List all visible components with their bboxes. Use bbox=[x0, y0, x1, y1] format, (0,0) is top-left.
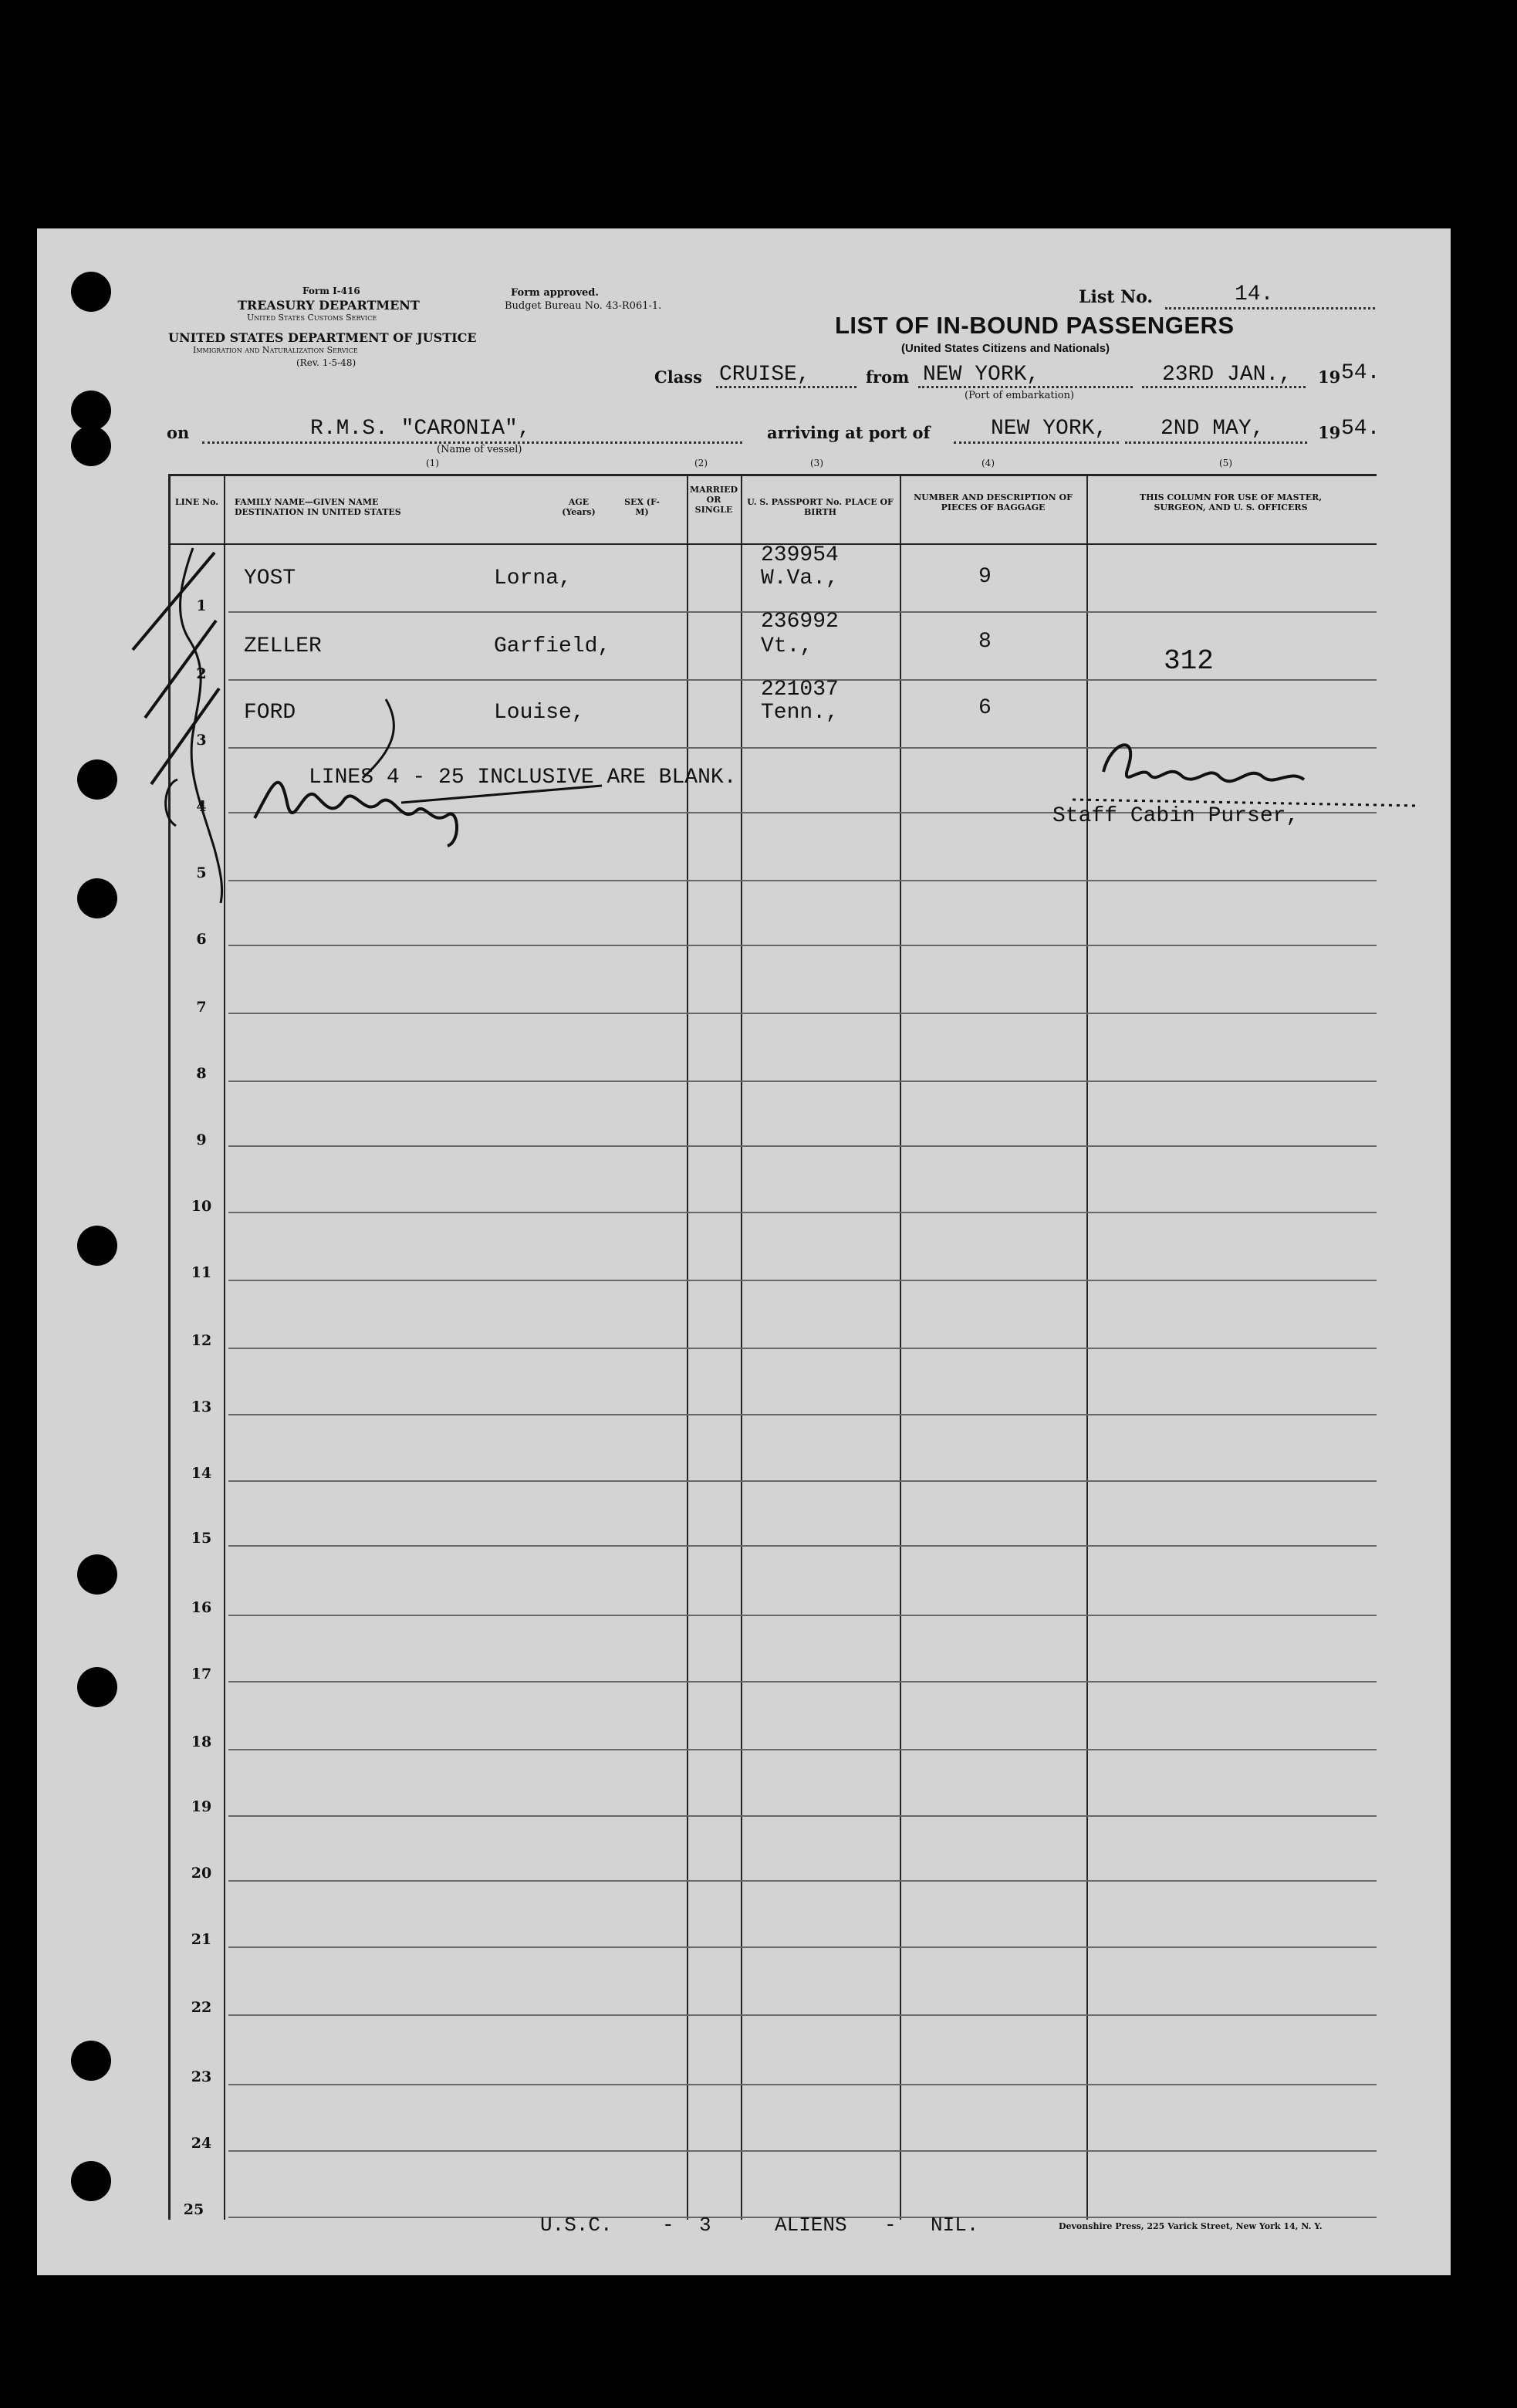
list-no-dots bbox=[1165, 307, 1375, 309]
passenger-passport: 221037 bbox=[761, 678, 839, 702]
col-num-3: (3) bbox=[810, 458, 823, 468]
passenger-baggage: 9 bbox=[978, 565, 992, 589]
passenger-family-name: ZELLER bbox=[244, 634, 322, 658]
passenger-baggage: 6 bbox=[978, 696, 992, 720]
col-divider-officers bbox=[1086, 474, 1088, 2220]
justice-department: UNITED STATES DEPARTMENT OF JUSTICE bbox=[168, 330, 477, 345]
purser-title: Staff Cabin Purser, bbox=[1052, 804, 1299, 828]
row-line bbox=[228, 1414, 1377, 1415]
passenger-given-name: Lorna, bbox=[494, 566, 572, 590]
from-value: NEW YORK, bbox=[923, 363, 1040, 387]
line-number: 7 bbox=[196, 999, 207, 1016]
row-line bbox=[228, 1212, 1377, 1213]
year-arrive: 54. bbox=[1341, 417, 1380, 441]
row-line bbox=[228, 1348, 1377, 1349]
row-line bbox=[228, 1880, 1377, 1882]
row-line bbox=[228, 2150, 1377, 2152]
on-label: on bbox=[167, 423, 190, 442]
row-line bbox=[228, 945, 1377, 946]
arrival-port-dots bbox=[954, 441, 1119, 444]
binder-hole bbox=[77, 759, 117, 800]
list-no-label: List No. bbox=[1079, 287, 1154, 307]
row-line bbox=[228, 1280, 1377, 1281]
line-number: 18 bbox=[191, 1733, 212, 1750]
year-from: 54. bbox=[1341, 361, 1380, 385]
passenger-family-name: FORD bbox=[244, 701, 296, 725]
binder-hole bbox=[77, 1226, 117, 1266]
passenger-family-name: YOST bbox=[244, 566, 296, 590]
form-approved: Form approved. bbox=[511, 287, 599, 299]
row-line bbox=[228, 1749, 1377, 1750]
line-number: 19 bbox=[191, 1798, 212, 1815]
passenger-given-name: Louise, bbox=[494, 701, 585, 725]
from-label: from bbox=[866, 367, 910, 387]
header-married: MARRIED OR SINGLE bbox=[689, 485, 738, 515]
footer-aliens-label: ALIENS bbox=[775, 2214, 847, 2237]
line-number: 21 bbox=[191, 1931, 212, 1948]
blank-lines-note: LINES 4 - 25 INCLUSIVE ARE BLANK. bbox=[309, 766, 737, 790]
line-number: 12 bbox=[191, 1332, 212, 1349]
year-prefix-arrive: 19 bbox=[1318, 423, 1341, 442]
row-line bbox=[228, 2084, 1377, 2085]
arrival-date: 2ND MAY, bbox=[1161, 417, 1265, 441]
form-number: Form I-416 bbox=[302, 286, 360, 296]
line-number: 2 bbox=[196, 665, 207, 682]
line-number: 6 bbox=[196, 931, 207, 948]
line-number: 15 bbox=[191, 1530, 212, 1547]
row-line bbox=[228, 1681, 1377, 1683]
line-number: 23 bbox=[191, 2068, 212, 2085]
ins-service: Immigration and Naturalization Service bbox=[193, 345, 358, 355]
passenger-birthplace: Tenn., bbox=[761, 701, 839, 725]
arrival-port: NEW YORK, bbox=[991, 417, 1108, 441]
row-line bbox=[228, 1013, 1377, 1014]
footer-usc-value: 3 bbox=[699, 2214, 711, 2237]
binder-hole bbox=[71, 2041, 111, 2081]
binder-hole bbox=[71, 272, 111, 312]
line-number: 1 bbox=[196, 597, 207, 614]
footer-usc-label: U.S.C. bbox=[540, 2214, 613, 2237]
passenger-given-name: Garfield, bbox=[494, 634, 611, 658]
footer-dash: - bbox=[884, 2214, 897, 2237]
binder-hole bbox=[71, 391, 111, 431]
footer-dash: - bbox=[662, 2214, 674, 2237]
header-line-no: LINE No. bbox=[174, 497, 219, 507]
col-num-4: (4) bbox=[981, 458, 995, 468]
port-embarkation-label: (Port of embarkation) bbox=[965, 390, 1075, 401]
col-num-5: (5) bbox=[1219, 458, 1232, 468]
arrival-date-dots bbox=[1125, 441, 1307, 444]
printer-imprint: Devonshire Press, 225 Varick Street, New York 14, N. Y. bbox=[1059, 2221, 1323, 2231]
line-number: 4 bbox=[196, 798, 207, 815]
row-line bbox=[228, 1081, 1377, 1082]
passenger-passport: 239954 bbox=[761, 543, 839, 567]
treasury-department: TREASURY DEPARTMENT bbox=[238, 298, 420, 313]
header-passport: U. S. PASSPORT No. PLACE OF BIRTH bbox=[747, 497, 894, 517]
footer-aliens-value: NIL. bbox=[931, 2214, 979, 2237]
line-number: 9 bbox=[196, 1131, 207, 1148]
line-number: 17 bbox=[191, 1666, 212, 1683]
col-divider-baggage bbox=[900, 474, 901, 2220]
line-number: 8 bbox=[196, 1065, 207, 1082]
row-line bbox=[228, 1545, 1377, 1547]
manifest-sheet bbox=[37, 228, 1451, 2275]
row-line bbox=[228, 1615, 1377, 1616]
list-no-value: 14. bbox=[1235, 282, 1274, 306]
passenger-baggage: 8 bbox=[978, 630, 992, 654]
binder-hole bbox=[71, 2161, 111, 2201]
row-line bbox=[228, 1946, 1377, 1948]
vessel-label: (Name of vessel) bbox=[437, 444, 522, 455]
passenger-birthplace: Vt., bbox=[761, 634, 813, 658]
arriving-label: arriving at port of bbox=[767, 423, 931, 442]
header-name: FAMILY NAME—GIVEN NAME DESTINATION IN UNITED STATES bbox=[235, 497, 401, 517]
col-divider-line bbox=[224, 474, 225, 2220]
table-left-border bbox=[168, 474, 171, 2220]
line-number: 22 bbox=[191, 1999, 212, 2016]
row-line bbox=[228, 2014, 1377, 2016]
row-line bbox=[228, 1480, 1377, 1482]
header-sex: SEX (F-M) bbox=[624, 497, 660, 517]
col-divider-married bbox=[687, 474, 688, 2220]
date-from: 23RD JAN., bbox=[1162, 363, 1292, 387]
header-baggage: NUMBER AND DESCRIPTION OF PIECES OF BAGGAGE bbox=[914, 492, 1073, 512]
line-number: 3 bbox=[196, 732, 207, 749]
table-top-border bbox=[168, 474, 1377, 476]
header-officers: THIS COLUMN FOR USE OF MASTER, SURGEON, AND U. S. OFFICERS bbox=[1139, 492, 1323, 512]
line-number: 5 bbox=[196, 864, 207, 881]
row-line bbox=[228, 1145, 1377, 1147]
vessel-name: R.M.S. "CARONIA", bbox=[310, 417, 531, 441]
col-num-1: (1) bbox=[426, 458, 439, 468]
col-num-2: (2) bbox=[694, 458, 708, 468]
row-line bbox=[228, 1815, 1377, 1817]
line-number: 25 bbox=[183, 2201, 204, 2218]
class-label: Class bbox=[654, 367, 702, 387]
revision: (Rev. 1-5-48) bbox=[296, 357, 356, 368]
binder-hole bbox=[77, 1554, 117, 1595]
line-number: 10 bbox=[191, 1198, 212, 1215]
line-number: 16 bbox=[191, 1599, 212, 1616]
passenger-birthplace: W.Va., bbox=[761, 566, 839, 590]
budget-bureau: Budget Bureau No. 43-R061-1. bbox=[505, 300, 662, 312]
row-line bbox=[228, 880, 1377, 881]
page-subtitle: (United States Citizens and Nationals) bbox=[901, 342, 1110, 355]
row-line bbox=[228, 747, 1377, 749]
passenger-passport: 236992 bbox=[761, 610, 839, 634]
page-title: LIST OF IN-BOUND PASSENGERS bbox=[835, 312, 1235, 339]
year-prefix-from: 19 bbox=[1318, 367, 1341, 387]
binder-hole bbox=[71, 426, 111, 466]
binder-hole bbox=[77, 878, 117, 918]
line-number: 13 bbox=[191, 1398, 212, 1415]
line-number: 20 bbox=[191, 1865, 212, 1882]
line-number: 11 bbox=[191, 1264, 212, 1281]
line-number: 14 bbox=[191, 1465, 212, 1482]
binder-hole bbox=[77, 1667, 117, 1707]
class-value: CRUISE, bbox=[719, 363, 810, 387]
line-number: 24 bbox=[191, 2135, 212, 2152]
customs-service: United States Customs Service bbox=[247, 313, 377, 323]
officer-note: 312 bbox=[1164, 645, 1214, 677]
col-divider-passport bbox=[741, 474, 742, 2220]
header-age: AGE (Years) bbox=[562, 497, 596, 517]
